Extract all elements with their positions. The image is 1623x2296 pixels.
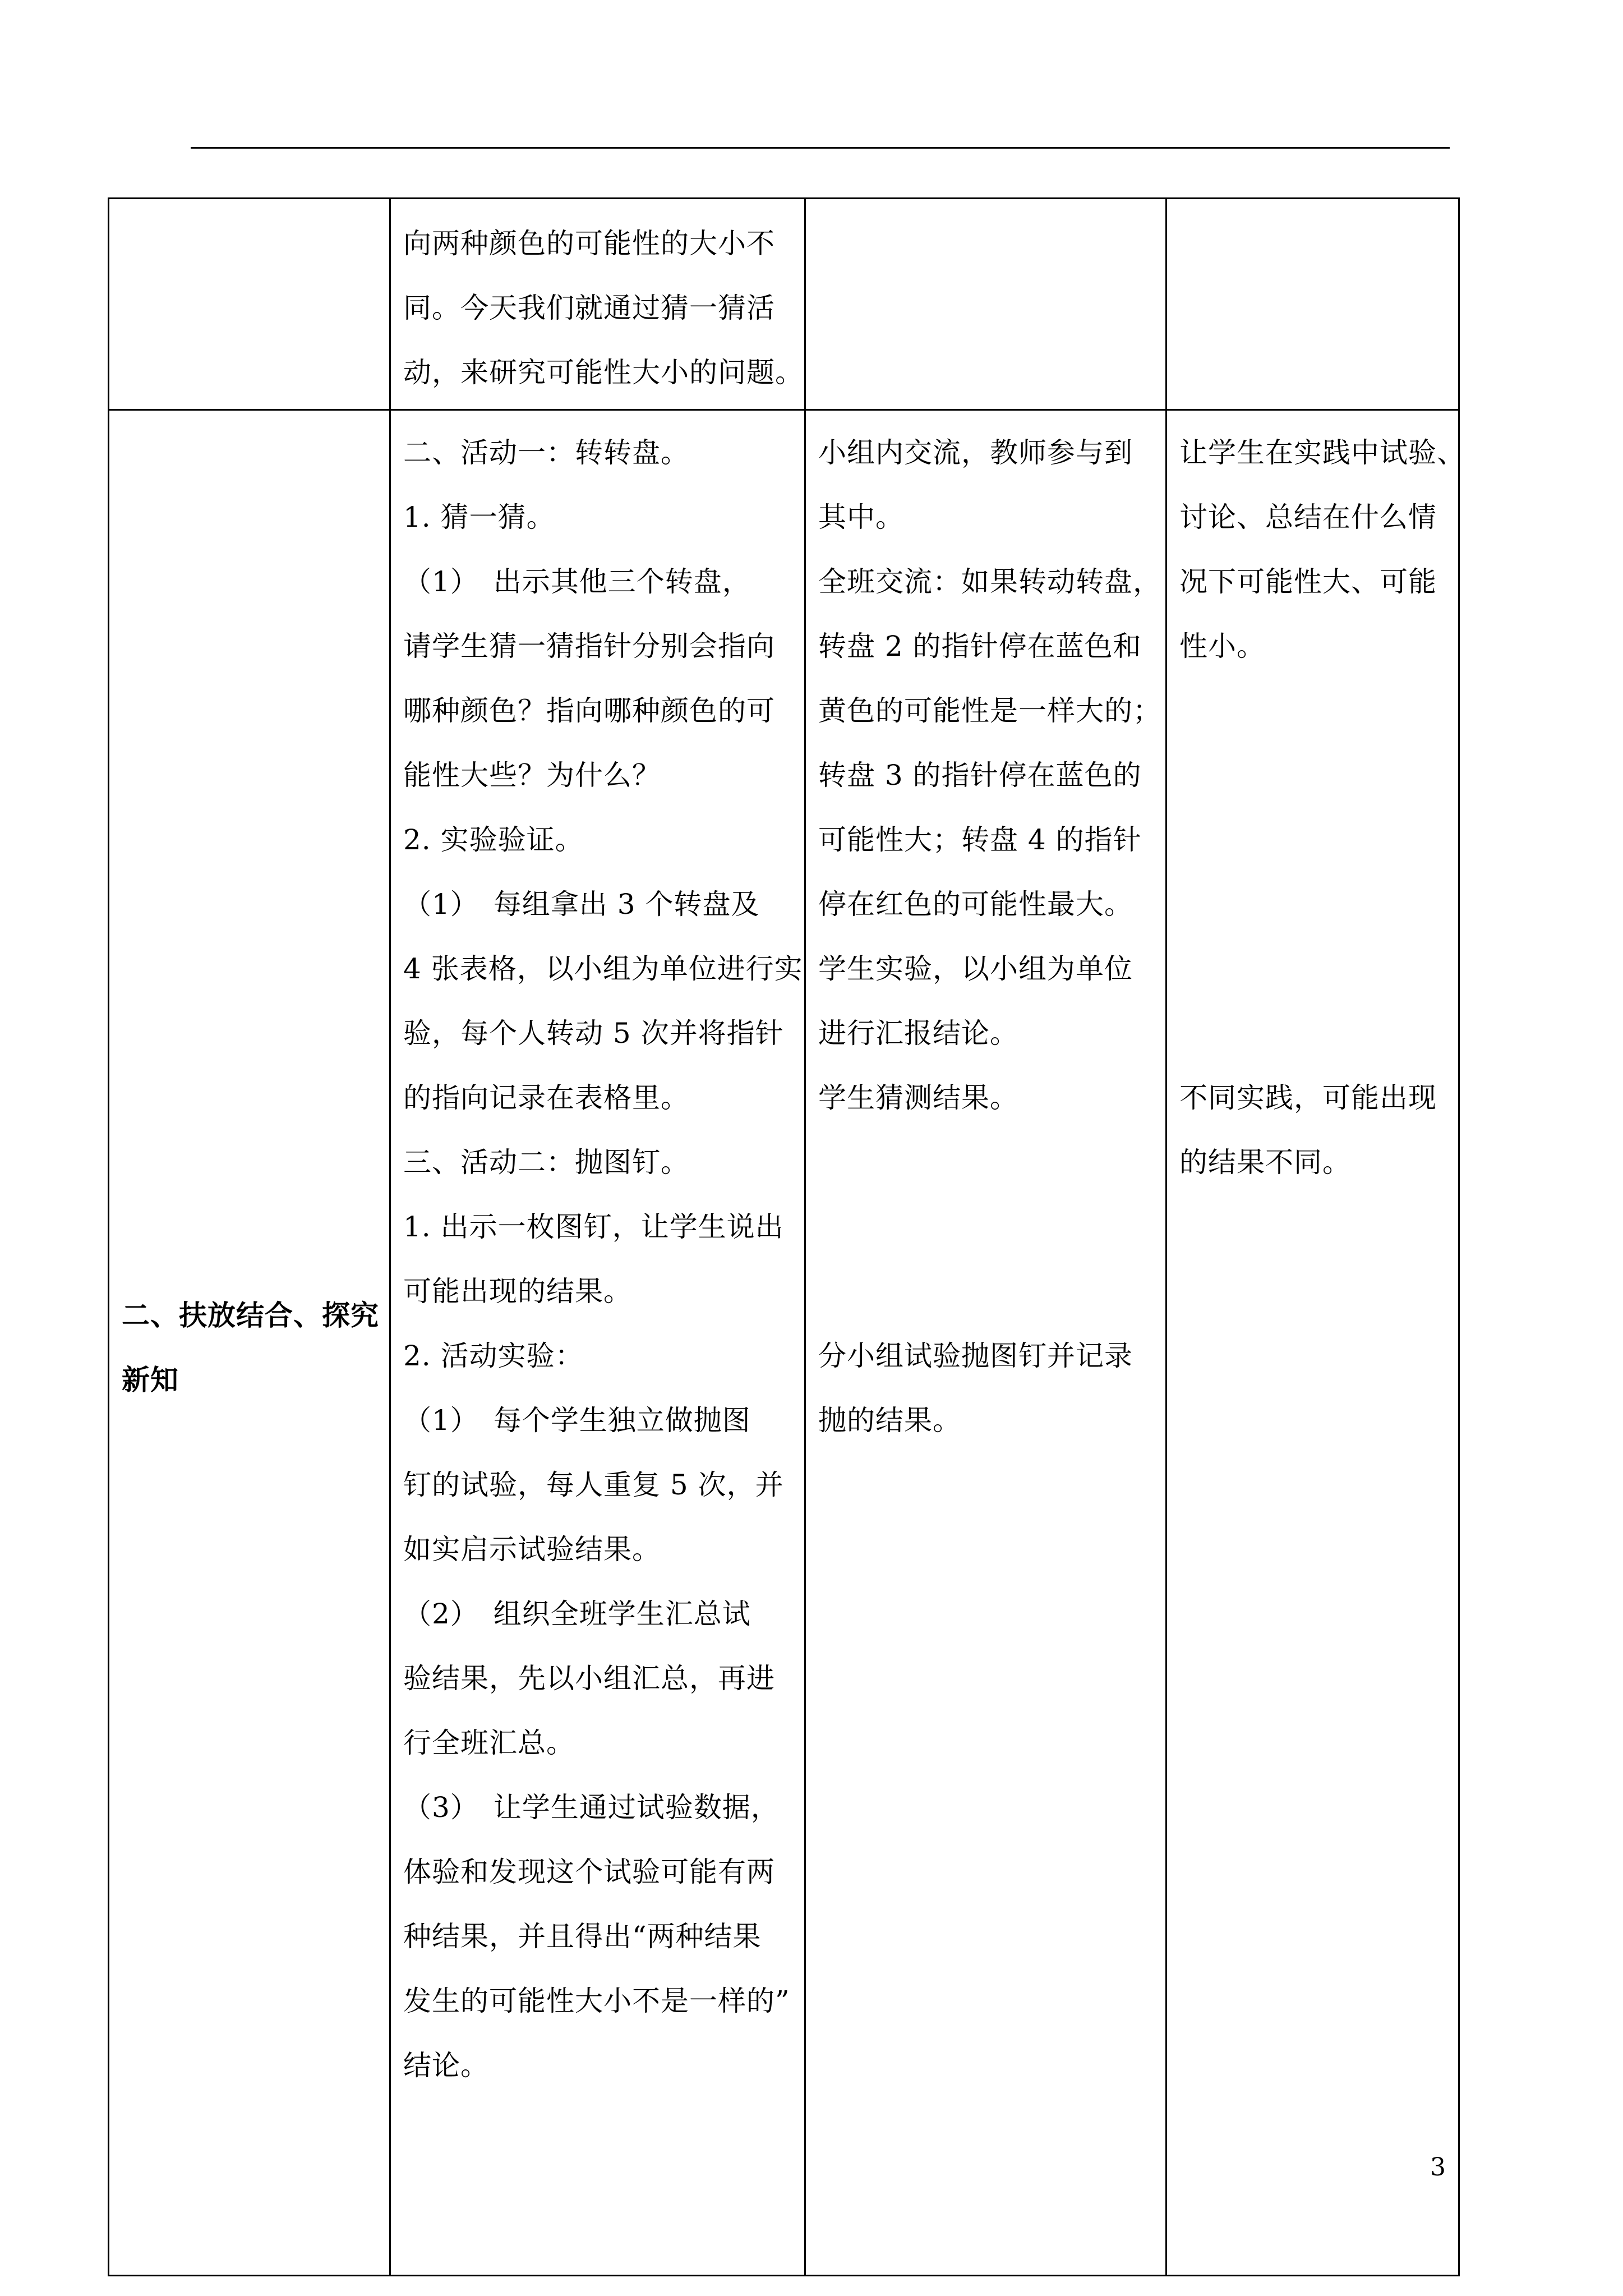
text-line: 转盘 3 的指针停在蓝色的 [818,759,1142,792]
student-activity-cell [805,199,1166,410]
text-line: 其中。 [818,501,904,533]
table-row [109,410,1459,2276]
table-row [109,199,1459,410]
text-line: 如实启示试验结果。 [403,1533,661,1566]
text-line: 动，来研究可能性大小的问题。 [403,356,804,389]
text-line: 学生猜测结果。 [818,1082,1018,1114]
text-line: （1） 每个学生独立做抛图 [403,1404,751,1437]
text-line: 的指向记录在表格里。 [403,1082,689,1114]
text-line: 发生的可能性大小不是一样的” [403,1985,790,2017]
text-line: 抛的结果。 [818,1404,961,1437]
text-line: 2. 活动实验： [403,1340,584,1372]
text-line: 验结果，先以小组汇总，再进 [403,1662,775,1695]
text-line: 不同实践，可能出现 [1179,1082,1437,1114]
text-line: 验，每个人转动 5 次并将指针 [403,1017,784,1050]
stage-title: 二、扶放结合、探究 [122,1299,379,1332]
text-line: 况下可能性大、可能 [1179,565,1437,598]
text-line: 三、活动二：抛图钉。 [403,1146,689,1179]
teacher-activity-cell [390,410,805,2276]
text-line: 1. 出示一枚图钉，让学生说出 [403,1211,784,1243]
text-line: 黄色的可能性是一样大的； [818,694,1161,727]
design-purpose-cell [1166,199,1459,410]
text-line: 1. 猜一猜。 [403,501,555,533]
text-line: 结论。 [403,2049,489,2082]
text-line: 让学生在实践中试验、 [1179,436,1465,469]
text-line: 学生实验，以小组为单位 [818,953,1133,985]
text-line: 性小。 [1179,630,1265,662]
text-line: （2） 组织全班学生汇总试 [403,1598,751,1630]
text-line: 钉的试验，每人重复 5 次，并 [403,1469,784,1501]
text-line: 全班交流：如果转动转盘， [818,565,1161,598]
text-line: 体验和发现这个试验可能有两 [403,1856,775,1888]
text-line: 可能性大；转盘 4 的指针 [818,823,1142,856]
text-line: 的结果不同。 [1179,1146,1351,1179]
text-line: 可能出现的结果。 [403,1275,632,1308]
text-line: 能性大些？为什么？ [403,759,661,792]
text-line: 进行汇报结论。 [818,1017,1018,1050]
text-line: 小组内交流，教师参与到 [818,436,1133,469]
text-line: 请学生猜一猜指针分别会指向 [403,630,775,662]
text-line: 同。今天我们就通过猜一猜活 [403,292,775,324]
text-line: （1） 出示其他三个转盘， [403,565,751,598]
text-line: 停在红色的可能性最大。 [818,888,1133,921]
text-line: 4 张表格，以小组为单位进行实 [403,953,803,985]
page-number: 3 [1430,2153,1446,2182]
text-line: 2. 实验验证。 [403,823,584,856]
design-purpose-cell [1166,410,1465,2276]
text-line: 行全班汇总。 [403,1727,575,1759]
text-line: 分小组试验抛图钉并记录 [818,1340,1133,1372]
text-line: 种结果，并且得出“两种结果 [403,1920,762,1953]
text-line: 哪种颜色？指向哪种颜色的可 [403,694,775,727]
student-activity-cell [805,410,1166,2276]
text-line: 向两种颜色的可能性的大小不 [403,227,775,260]
lesson-table [108,197,1465,2276]
text-line: （1） 每组拿出 3 个转盘及 [403,888,760,921]
text-line: 二、活动一：转转盘。 [403,436,689,469]
stage-cell [109,410,390,2276]
header-rule [191,147,1450,149]
text-line: 转盘 2 的指针停在蓝色和 [818,630,1142,662]
stage-cell [109,199,390,410]
teacher-activity-cell [390,199,805,410]
stage-title: 新知 [122,1363,179,1396]
text-line: （3） 让学生通过试验数据， [403,1791,780,1824]
text-line: 讨论、总结在什么情 [1179,501,1437,533]
